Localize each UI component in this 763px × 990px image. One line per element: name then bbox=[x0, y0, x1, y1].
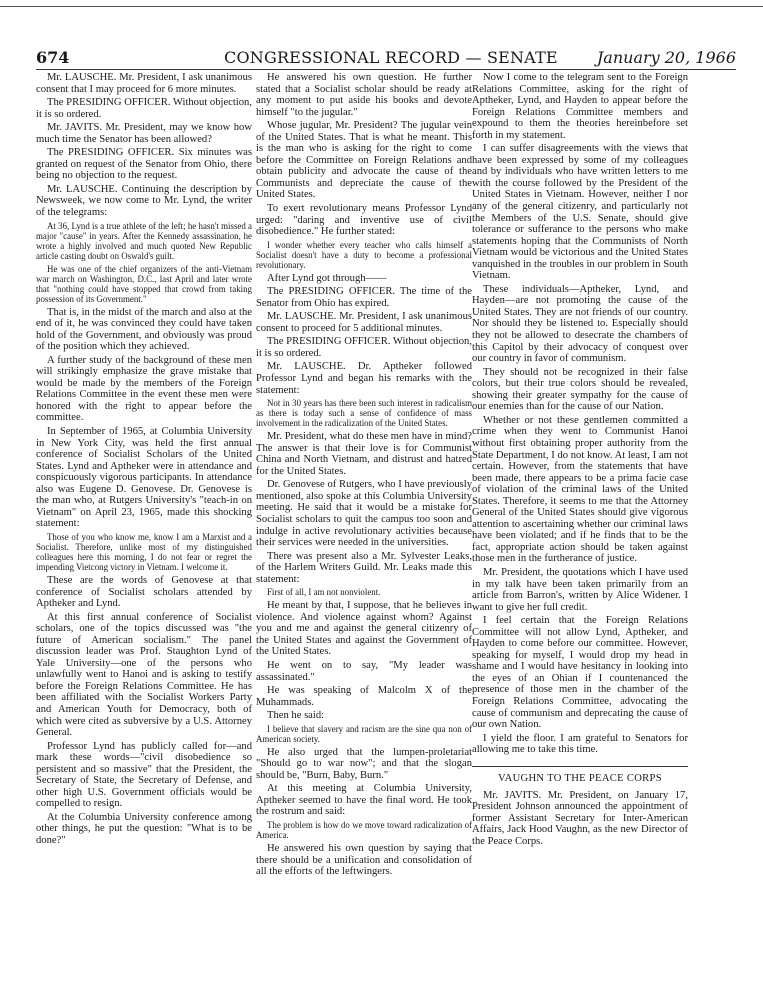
paragraph: The PRESIDING OFFICER. Without objection, it is so ordered. bbox=[36, 97, 252, 120]
page-header bbox=[36, 48, 736, 70]
column-2 bbox=[256, 72, 472, 880]
block-quote: I believe that slavery and racism are the sine qua non of American society. bbox=[256, 723, 472, 744]
paragraph: At this first annual conference of Socialist scholars, one of the topics discussed was "the future of American socialism." The panel discussion leader was Prof. Staughton Lynd of Yale University—one of the persons who unlawfully went to Hanoi and is asking to testify before the Foreign Relations Committee. He has been affiliated with the Socialist Workers Party and American Youth for Democracy, both of which were cited as subversive by a U.S. Attorney General. bbox=[36, 611, 252, 739]
paragraph: They should not be recognized in their false colors, but their true colors should be revealed, showing their greater sympathy for the cause of our enemies than for the cause of our Nation. bbox=[472, 366, 688, 413]
paragraph: These individuals—Aptheker, Lynd, and Hayden—are not promoting the cause of the United States. They are not friends of our country. Nor should they be listened to. Especially should they not be allowed to desecrate the chambers of this Capitol by their advocacy of conquest over our country in favor of communism. bbox=[472, 283, 688, 365]
paragraph: He went on to say, "My leader was assassinated." bbox=[256, 659, 472, 683]
paragraph: Dr. Genovese of Rutgers, who I have previously mentioned, also spoke at this Columbia University meeting. He said that it would be a mistake for Socialist scholars to quit the campus too soon and indulge in active revolutionary activities because their services were needed in the universities. bbox=[256, 479, 472, 549]
block-quote: I wonder whether every teacher who calls himself a Socialist doesn't have a duty to become a professional revolutionary. bbox=[256, 239, 472, 270]
paragraph: In September of 1965, at Columbia University in New York City, was held the first annual conference of Socialist Scholars of the United States. Lynd and Aptheker were in attendance and conspicuously vigorous participants. In attendance also was Eugene D. Genovese. Dr. Genovese is the man who, at Rutgers University's "teach-in on Vietnam" on April 23, 1965, made this shocking statement: bbox=[36, 426, 252, 530]
paragraph: Mr. LAUSCHE. Dr. Aptheker followed Professor Lynd and began his remarks with the statement: bbox=[256, 361, 472, 396]
paragraph: He also urged that the lumpen-proletariat "Should go to war now"; and that the slogan should be, "Burn, Baby, Burn." bbox=[256, 746, 472, 781]
paragraph: Mr. LAUSCHE. Mr. President, I ask unanimous consent that I may proceed for 6 more minutes. bbox=[36, 72, 252, 95]
paragraph: Whether or not these gentlemen committed a crime when they went to Communist Hanoi without first obtaining proper authority from the State Department, I do not know. At least, I am not certain. However, from the statements that have been made, there appears to be a prima facie case of violation of the criminal laws of the United States. Therefore, it seems to me that the Attorney General of the United States should give vigorous attention to ascertaining whether our criminal laws have been violated; and if he finds that to be the fact, appropriate action should be taken against those men in the furtherance of justice. bbox=[472, 414, 688, 565]
paragraph: Mr. LAUSCHE. Continuing the description by Newsweek, we now come to Mr. Lynd, the writer of the telegrams: bbox=[36, 183, 252, 219]
paragraph: Mr. LAUSCHE. Mr. President, I ask unanimous consent to proceed for 5 additional minutes. bbox=[256, 311, 472, 334]
paragraph: That is, in the midst of the march and also at the end of it, he was convinced they could have taken hold of the Government, and obviously was proud of the position which they achieved. bbox=[36, 306, 252, 353]
paragraph: To exert revolutionary means Professor Lynd urged: "daring and inventive use of civil disobedience." He further stated: bbox=[256, 203, 472, 238]
block-quote: The problem is how do we move toward radicalization of America. bbox=[256, 819, 472, 840]
column-3 bbox=[472, 72, 688, 849]
paragraph: He was speaking of Malcolm X of the Muhammads. bbox=[256, 685, 472, 708]
section-heading: VAUGHN TO THE PEACE CORPS bbox=[472, 766, 688, 784]
paragraph: The PRESIDING OFFICER. Without objection, it is so ordered. bbox=[256, 336, 472, 359]
paragraph: Then he said: bbox=[267, 710, 325, 722]
block-quote: He was one of the chief organizers of the anti-Vietnam war march on Washington, D.C., last April and later wrote that "nothing could have stopped that crowd from taking possession of its Government." bbox=[36, 263, 252, 304]
paragraph: After Lynd got through—— bbox=[267, 272, 387, 284]
paragraph: He meant by that, I suppose, that he believes in violence. And violence against whom? Against you and me and against the general citizenry of the United States and against the Government of the United States. bbox=[256, 600, 472, 658]
top-border bbox=[0, 6, 763, 7]
paragraph: I yield the floor. I am grateful to Senators for allowing me to take this time. bbox=[472, 732, 688, 756]
page-number: 674 bbox=[36, 48, 70, 67]
running-title: CONGRESSIONAL RECORD — SENATE bbox=[224, 48, 558, 67]
paragraph: There was present also a Mr. Sylvester Leaks, of the Harlem Writers Guild. Mr. Leaks made this statement: bbox=[256, 550, 472, 585]
paragraph: Mr. President, the quotations which I have used in my talk have been taken primarily from an article from Barron's, written by Alice Widener. I want to give her full credit. bbox=[472, 566, 688, 613]
paragraph: These are the words of Genovese at that conference of Socialist scholars attended by Aptheker and Lynd. bbox=[36, 574, 252, 610]
paragraph: Professor Lynd has publicly called for—and mark these words—"civil disobedience so persistent and so massive" that the President, the Secretary of State, the Secretary of Defense, and other high U.S. Government officials would be compelled to resign. bbox=[36, 740, 252, 810]
paragraph: At the Columbia University conference among other things, he put the question: "What is to be done?" bbox=[36, 811, 252, 846]
paragraph: Now I come to the telegram sent to the Foreign Relations Committee, asking for the right of Aptheker, Lynd, and Hayden to appear before the Foreign Relations Committee members and expound to them the theories hereinbefore set forth in my statement. bbox=[472, 72, 688, 141]
paragraph: The PRESIDING OFFICER. Six minutes was granted on request of the Senator from Ohio, there being no objection to the request. bbox=[36, 147, 252, 182]
header-date: January 20, 1966 bbox=[596, 48, 736, 67]
paragraph: I can suffer disagreements with the views that have been expressed by some of my colleagues and by individuals who have written letters to me with the course followed by the President of the United States in Vietnam. However, neither I nor any of the general citizenry, and particularly not the Members of the U.S. Senate, should give tolerance or sufferance to the persons who make statements hoping that the Communists of North Vietnam would be victorious and the United States vanquished in the troubles in our problem in South Vietnam. bbox=[472, 143, 688, 282]
paragraph: He answered his own question. He further stated that a Socialist scholar should be ready at any moment to put aside his books and devote himself "to the jugular." bbox=[256, 72, 472, 118]
paragraph: Mr. JAVITS. Mr. President, on January 17, President Johnson announced the appointment of former Assistant Secretary for Inter-American Affairs, Jack Hood Vaughn, as the new Director of the Peace Corps. bbox=[472, 789, 688, 847]
paragraph: Whose jugular, Mr. President? The jugular vein of the United States. That is what he meant. This is the man who is asking for the right to come before the Committee on Foreign Relations and obtain publicity and advocate the cause of the Communists and depreciate the cause of the United States. bbox=[256, 120, 472, 201]
paragraph: He answered his own question by saying that there should be a unification and consolidation of all the efforts of the leftwingers. bbox=[256, 842, 472, 878]
paragraph: Mr. President, what do these men have in mind? The answer is that their love is for Communist China and North Vietnam, and distrust and hatred for the United States. bbox=[256, 431, 472, 477]
paragraph: Mr. JAVITS. Mr. President, may we know how much time the Senator has been allowed? bbox=[36, 122, 252, 145]
block-quote: Those of you who know me, know I am a Marxist and a Socialist. Therefore, unlike most of my distinguished colleagues here this morning, I do not fear or regret the impending Vietcong victory in Vietnam. I welcome it. bbox=[36, 531, 252, 572]
block-quote: At 36, Lynd is a true athlete of the left; he hasn't missed a major "cause" in years. After the Kennedy assassination, he wrote a highly involved and much quoted New Republic article casting doubt on Oswald's guilt. bbox=[36, 220, 252, 261]
paragraph: The PRESIDING OFFICER. The time of the Senator from Ohio has expired. bbox=[256, 286, 472, 309]
header-rule bbox=[36, 69, 736, 70]
block-quote: Not in 30 years has there been such interest in radicalism as there is today such a sense of confidence of mass involvement in the radicalization of the United States. bbox=[256, 398, 472, 429]
paragraph: I feel certain that the Foreign Relations Committee will not allow Lynd, Aptheker, and Hayden to come before our committee. However, speaking for myself, I would drop my head in shame and I would have hesitancy in looking into the eyes of an Ohian if I countenanced the presence of those men in the chamber of the Foreign Relations Committee, advocating the cause of communism and deprecating the cause of our own Nation. bbox=[472, 615, 688, 731]
paragraph: A further study of the background of these men will strikingly emphasize the grave mistake that would be made by the members of the Foreign Relations Committee in the event these men were honored with the right to appear before the committee. bbox=[36, 354, 252, 424]
column-1 bbox=[36, 72, 252, 849]
block-quote: First of all, I am not nonviolent. bbox=[267, 587, 381, 598]
paragraph: At this meeting at Columbia University, Aptheker seemed to have the final word. He took the rostrum and said: bbox=[256, 783, 472, 818]
